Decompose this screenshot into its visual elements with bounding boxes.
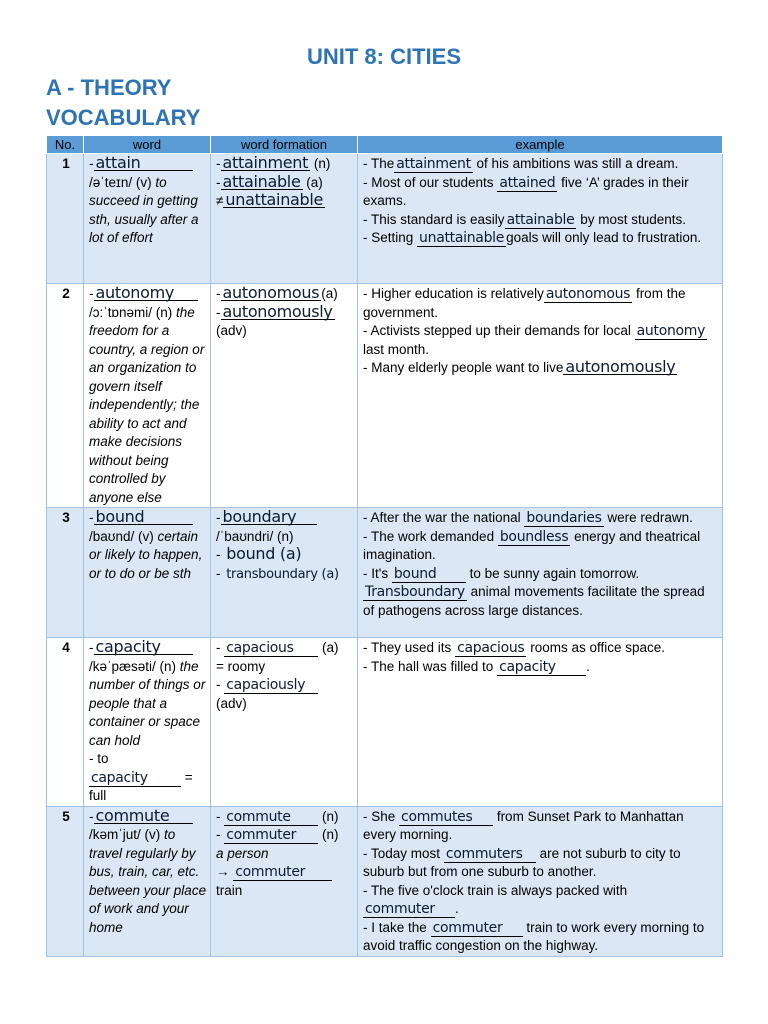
example-text: - The hall was filled to [363, 658, 494, 674]
handwritten-answer: commuter [431, 921, 523, 937]
handwritten-answer: bound [392, 567, 466, 583]
word-formation-cell: - commute (n) - commuter (n) a person → commuter train [211, 806, 358, 956]
table-row [47, 284, 723, 508]
part-of-speech: (a) [306, 174, 323, 190]
part-of-speech: (adv) [216, 323, 247, 338]
table-row [47, 638, 723, 807]
example-text: - The five o'clock train is always packed with [363, 882, 628, 898]
handwritten-word: attain [94, 155, 193, 171]
pronunciation: /ɔ:ˈtɒnəmi/ (n) [89, 304, 173, 320]
example-cell [358, 806, 723, 956]
handwritten-word: commute [224, 810, 318, 826]
example-text: - It's [363, 565, 389, 581]
example-text: five ‘A’ grades in their exams. [363, 174, 689, 208]
handwritten-word: transboundary (a) [226, 566, 339, 582]
handwritten-answer: autonomously [565, 357, 676, 376]
word-cell: - autonomy /ɔ:ˈtɒnəmi/ (n) the freedom for a country, a region or an organization to govern itself independently; the ability to act and make decisions without being controlled by anyone else [84, 284, 211, 508]
row-number: 2 [47, 284, 84, 508]
table-row [47, 806, 723, 956]
example-cell [358, 508, 723, 638]
word-formation-cell: - autonomous (a) - autonomously (adv) [211, 284, 358, 508]
example-text: - Most of our students [363, 174, 494, 190]
example-cell [358, 284, 723, 508]
header-no: No. [47, 136, 84, 154]
word-formation-cell: - capacious (a) = roomy - capaciously (adv) [211, 638, 358, 807]
example-text: - The [363, 156, 395, 171]
handwritten-word: bound (a) [226, 544, 302, 563]
word-formation-cell: - attainment (n) - attainable (a) ≠ unattainable [211, 154, 358, 284]
handwritten-word: unattainable [225, 190, 324, 209]
word-cell: - attain /əˈteɪn/ (v) to succeed in getting sth, usually after a lot of effort [84, 154, 211, 284]
example-text: from the government. [363, 286, 686, 320]
definition: the freedom for a country, a region or an organization to govern itself independently; the ability to act and make decisions without being controlled by anyone else [89, 304, 205, 505]
row-number: 5 [47, 806, 84, 956]
handwritten-answer: commutes [399, 810, 493, 826]
handwritten-answer: autonomous [545, 286, 631, 302]
handwritten-answer: commuter [363, 902, 455, 918]
header-word: word [84, 136, 211, 154]
example-text: goals will only lead to frustration. [506, 230, 702, 245]
example-text: . [455, 901, 459, 916]
example-text: - The work demanded [363, 528, 495, 544]
handwritten-word: attainment [222, 153, 309, 172]
example-text: of his ambitions was still a dream. [476, 156, 679, 171]
example-text: train to work every morning to avoid traffic congestion on the highway. [363, 919, 705, 953]
section-heading-vocabulary: VOCABULARY [46, 105, 201, 130]
word-cell: - bound /baʊnd/ (v) certain or likely to happen, or to do or be sth [84, 508, 211, 638]
example-text: were redrawn. [607, 510, 693, 525]
formation-note: a person [216, 845, 269, 861]
handwritten-word: autonomous [222, 283, 320, 302]
phrase-text: = full [89, 769, 193, 803]
example-text: - Many elderly people want to live [363, 360, 564, 375]
phrase-text: - to [89, 751, 109, 766]
handwritten-word: commute [94, 808, 193, 824]
example-text: - Today most [363, 845, 441, 861]
word-formation-cell: - boundary /ˈbaʊndri/ (n) - bound (a) - transboundary (a) [211, 508, 358, 638]
handwritten-word: boundary [221, 509, 317, 525]
part-of-speech: (n) [322, 808, 339, 824]
example-text: to be sunny again tomorrow. [469, 565, 640, 581]
example-text: are not suburb to city to suburb but from one suburb to another. [363, 845, 681, 879]
handwritten-word: capacity [94, 639, 193, 655]
definition: to succeed in getting sth, usually after a lot of effort [89, 174, 199, 245]
row-number: 1 [47, 154, 84, 284]
table-row [47, 154, 723, 284]
definition: to travel regularly by bus, train, car, etc. between your place of work and your home [89, 827, 207, 935]
handwritten-word: attainable [222, 171, 301, 191]
example-cell [358, 638, 723, 807]
example-text: animal movements facilitate the spread of pathogens across large distances. [363, 584, 705, 618]
example-text: energy and theatrical imagination. [363, 528, 701, 562]
handwritten-word: commuter [224, 828, 318, 844]
part-of-speech: (a) [322, 640, 339, 655]
example-text: last month. [363, 341, 430, 357]
word-cell: - capacity /kəˈpæsəti/ (n) the number of things or people that a container or space can hold - to capacity = full [84, 638, 211, 807]
example-text: - I take the [363, 919, 427, 935]
part-of-speech: (adv) [216, 695, 247, 711]
handwritten-answer: boundaries [526, 510, 602, 526]
row-number: 4 [47, 638, 84, 807]
handwritten-answer: capacity [497, 660, 586, 676]
example-text: - Setting [363, 230, 414, 245]
part-of-speech: (n) [313, 156, 331, 171]
handwritten-answer: attainment [396, 156, 471, 172]
example-text: - She [363, 808, 396, 824]
example-text: - Higher education is relatively [363, 286, 544, 301]
table-header-row [47, 136, 723, 154]
pronunciation: /kəˈpæsəti/ (n) [89, 658, 177, 674]
header-example: example [358, 136, 723, 154]
example-text: - They used its [363, 640, 452, 655]
definition: certain or likely to happen, or to do or be sth [89, 528, 203, 581]
header-word-formation: word formation [211, 136, 358, 154]
synonym-note: = roomy [216, 658, 266, 674]
handwritten-answer: boundless [499, 528, 569, 545]
example-text: - This standard is easily [363, 211, 505, 227]
handwritten-answer: commuters [444, 847, 536, 863]
unit-title: UNIT 8: CITIES [306, 44, 461, 69]
example-text: from Sunset Park to Manhattan every morning. [363, 808, 684, 842]
handwritten-answer: unattainable [419, 230, 505, 246]
handwritten-answer: capacious [457, 640, 525, 656]
handwritten-word: autonomously [222, 301, 333, 321]
handwritten-word: bound [94, 509, 193, 525]
part-of-speech: (n) [322, 827, 339, 842]
word-cell: - commute /kəmˈjut/ (v) to travel regularly by bus, train, car, etc. between your place of work and your home [84, 806, 211, 956]
example-text: - Activists stepped up their demands for local [363, 323, 631, 338]
formation-note: train [216, 882, 243, 898]
part-of-speech: (a) [321, 286, 338, 301]
example-text: rooms as office space. [530, 640, 666, 655]
example-cell [358, 154, 723, 284]
handwritten-answer: attained [499, 174, 556, 191]
section-heading-theory: A - THEORY [46, 75, 172, 100]
handwritten-answer: Transboundary [365, 584, 465, 600]
table-row [47, 508, 723, 638]
row-number: 3 [47, 508, 84, 638]
handwritten-word: commuter [233, 865, 332, 881]
definition: the number of things or people that a container or space can hold [89, 658, 206, 748]
handwritten-word: autonomy [94, 285, 198, 301]
arrow-icon: → [216, 864, 230, 879]
handwritten-answer: autonomy [636, 323, 706, 339]
handwritten-word: capacity [89, 771, 181, 787]
pronunciation: /ˈbaʊndri/ (n) [216, 528, 294, 544]
vocabulary-table [46, 135, 723, 957]
example-text: - After the war the national [363, 510, 521, 525]
handwritten-word: capacious [224, 641, 318, 657]
example-text: by most students. [580, 211, 687, 227]
pronunciation: /kəmˈjut/ (v) [89, 827, 161, 842]
handwritten-word: capaciously [224, 678, 318, 694]
example-text: . [586, 658, 590, 674]
handwritten-answer: attainable [506, 211, 575, 228]
opposite-sign: ≠ [216, 193, 224, 208]
pronunciation: /baʊnd/ (v) [89, 528, 154, 544]
pronunciation: /əˈteɪn/ (v) [89, 174, 152, 190]
